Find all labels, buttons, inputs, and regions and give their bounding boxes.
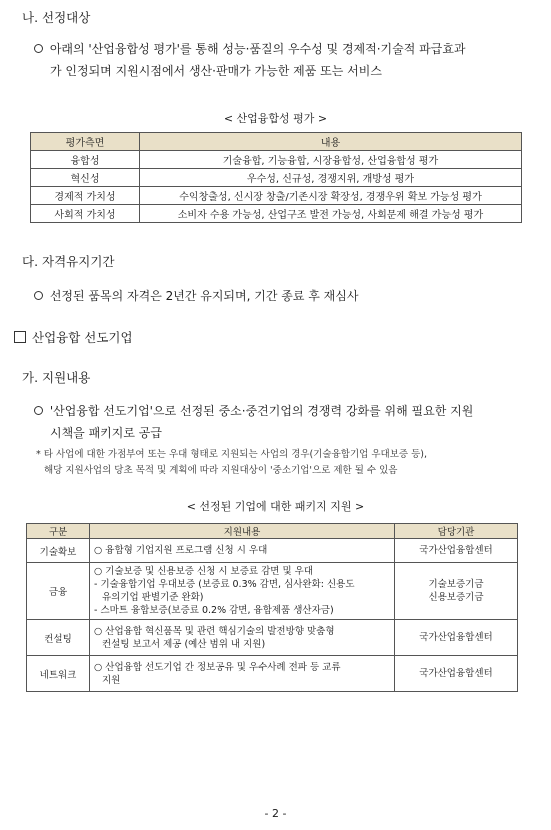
table-cell: 기술융합, 기능융합, 시장융합성, 산업융합성 평가 xyxy=(140,151,522,169)
cell-line: 국가산업융합센터 xyxy=(419,545,493,556)
bullet-ga-line2: 시책을 패키지로 공급 xyxy=(50,426,162,440)
table-row xyxy=(27,539,518,563)
cell-line: ○ 산업융합 혁신품목 및 관련 핵심기술의 발전방향 맞춤형 xyxy=(94,625,335,637)
section-heading-na: 나. 선정대상 xyxy=(22,10,91,25)
table-cell xyxy=(395,563,518,620)
table-cell xyxy=(90,539,395,563)
table-cell: 소비자 수용 가능성, 산업구조 발전 가능성, 사회문제 해결 가능성 평가 xyxy=(140,205,522,223)
table-header-cell: 지원내용 xyxy=(90,524,395,539)
table-cell: 경제적 가치성 xyxy=(31,187,140,205)
table-cell xyxy=(90,656,395,692)
bullet-ga-line1: '산업융합 선도기업'으로 선정된 중소·중견기업의 경쟁력 강화를 위해 필요한 지원 xyxy=(49,404,474,418)
bullet-na-line1: 아래의 '산업융합성 평가'를 통해 성능·품질의 우수성 및 경제적·기술적 파급효과 xyxy=(49,42,466,56)
cell-line: ○ 산업융합 선도기업 간 정보공유 및 우수사례 전파 등 교류 xyxy=(94,661,341,673)
table-row xyxy=(31,187,522,205)
table-cell xyxy=(395,539,518,563)
cell-line: 지원 xyxy=(102,674,121,686)
table-cell: 우수성, 신규성, 경쟁지위, 개방성 평가 xyxy=(140,169,522,187)
cell-line: 컨설팅 보고서 제공 (예산 범위 내 지원) xyxy=(102,638,266,650)
table-cell xyxy=(395,656,518,692)
note-line2: 해당 지원사업의 당초 목적 및 계획에 따라 지원대상이 '중소기업'으로 제한 될 수 있음 xyxy=(44,465,398,476)
circle-bullet-icon xyxy=(34,44,43,53)
table-cell: 네트워크 xyxy=(27,656,90,692)
table-cell: 금융 xyxy=(27,563,90,620)
package-support-table xyxy=(26,523,518,692)
table-cell: 기술확보 xyxy=(27,539,90,563)
cell-line: - 기술융합기업 우대보증 (보증료 0.3% 감면, 심사완화: 신용도 xyxy=(94,579,355,590)
note-line1: * 타 사업에 대한 가점부여 또는 우대 형태로 지원되는 사업의 경우(기술융합기업 우대보증 등), xyxy=(36,449,427,460)
bullet-da-text: 선정된 품목의 자격은 2년간 유지되며, 기간 종료 후 재심사 xyxy=(49,289,359,303)
table2-caption: < 선정된 기업에 대한 패키지 지원 > xyxy=(186,500,365,513)
circle-bullet-icon xyxy=(34,406,43,415)
section-heading-box xyxy=(14,328,133,346)
square-bullet-icon xyxy=(14,331,26,343)
table-cell: 수익창출성, 신시장 창출/기존시장 확장성, 경쟁우위 확보 가능성 평가 xyxy=(140,187,522,205)
table1-caption: < 산업융합성 평가 > xyxy=(223,112,328,125)
table-header-cell: 내용 xyxy=(140,133,522,151)
table-header-row xyxy=(31,133,522,151)
table-row xyxy=(27,656,518,692)
table-row xyxy=(31,169,522,187)
table-row xyxy=(27,620,518,656)
evaluation-table xyxy=(30,132,522,223)
table-header-cell: 평가측면 xyxy=(31,133,140,151)
cell-line: ○ 기술보증 및 신용보증 신청 시 보증료 감면 및 우대 xyxy=(94,566,314,577)
table-row xyxy=(31,151,522,169)
table-header-row xyxy=(27,524,518,539)
cell-line: 기술보증기금 xyxy=(428,579,484,590)
section-heading-da: 다. 자격유지기간 xyxy=(22,254,115,269)
table-row xyxy=(27,563,518,620)
circle-bullet-icon xyxy=(34,291,43,300)
table-cell xyxy=(90,620,395,656)
cell-line: 신용보증기금 xyxy=(428,592,484,603)
table-header-cell: 담당기관 xyxy=(395,524,518,539)
cell-line: 국가산업융합센터 xyxy=(419,632,493,643)
table-header-cell: 구분 xyxy=(27,524,90,539)
bullet-da xyxy=(34,285,358,307)
table-cell: 융합성 xyxy=(31,151,140,169)
bullet-ga xyxy=(34,400,473,422)
cell-line: - 스마트 융합보증(보증료 0.2% 감면, 융합제품 생산자금) xyxy=(94,605,334,616)
table-cell: 사회적 가치성 xyxy=(31,205,140,223)
cell-line: ○ 융합형 기업지원 프로그램 신청 시 우대 xyxy=(94,545,268,556)
table-row xyxy=(31,205,522,223)
table-cell: 혁신성 xyxy=(31,169,140,187)
section-heading-box-text: 산업융합 선도기업 xyxy=(32,330,133,345)
section-heading-ga: 가. 지원내용 xyxy=(22,370,91,385)
table-cell: 컨설팅 xyxy=(27,620,90,656)
cell-line: 유의기업 판별기준 완화) xyxy=(102,592,204,603)
bullet-na-line2: 가 인정되며 지원시점에서 생산·판매가 가능한 제품 또는 서비스 xyxy=(50,64,382,78)
bullet-na xyxy=(34,38,466,60)
table-cell xyxy=(90,563,395,620)
page-number: - 2 - xyxy=(264,807,287,820)
table-cell xyxy=(395,620,518,656)
cell-line: 국가산업융합센터 xyxy=(419,668,493,679)
